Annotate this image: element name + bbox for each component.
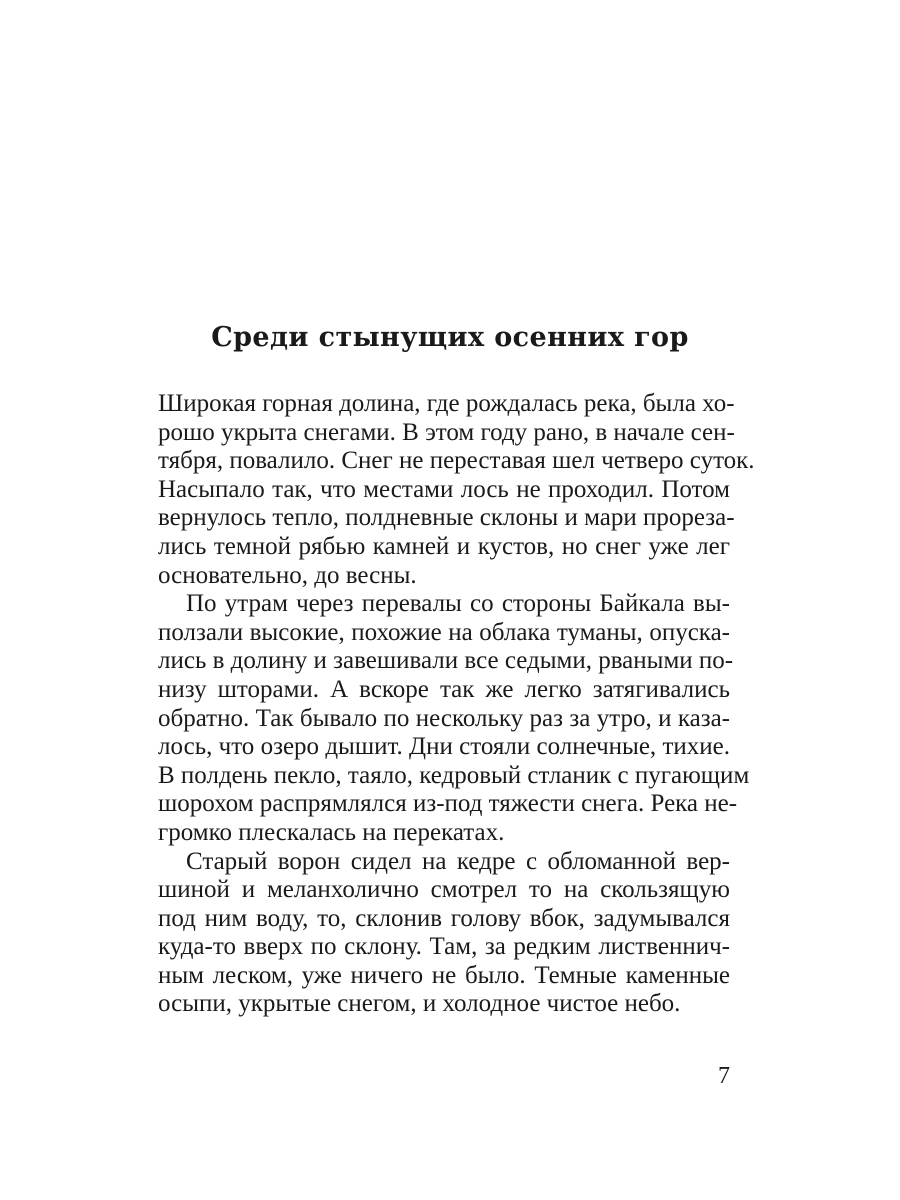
text-line: ползали высокие, похожие на облака туманы, опуска- (158, 618, 730, 646)
text-line: В полдень пекло, таяло, кедровый стланик с пугающим (158, 761, 750, 789)
text-line: Насыпало так, что местами лось не проходил. Потом (158, 475, 730, 503)
body-text (158, 390, 755, 1019)
chapter-title: Среди стынущих осенних гор (211, 322, 689, 353)
text-line: лись в долину и завешивали все седыми, рваными по- (158, 647, 734, 675)
text-line: Старый ворон сидел на кедре с обломанной вер- (186, 847, 730, 875)
paragraph-2 (158, 590, 750, 847)
text-line: осыпи, укрытые снегом, и холодное чистое небо. (158, 990, 681, 1018)
text-line: основательно, до весны. (158, 561, 417, 589)
text-line: громко плескалась на перекатах. (158, 818, 505, 846)
text-line: ным леском, уже ничего не было. Темные каменные (158, 961, 730, 989)
text-line: шиной и меланхолично смотрел то на скользящую (158, 876, 730, 904)
text-line: вернулось тепло, полдневные склоны и мари прореза- (158, 504, 735, 532)
paragraph-1 (158, 390, 755, 590)
text-line: Широкая горная долина, где рождалась река, была хо- (158, 390, 735, 417)
page-number: 7 (718, 1063, 730, 1089)
text-line: шорохом распрямлялся из-под тяжести снега. Река не- (158, 790, 738, 818)
text-line: тября, повалило. Снег не переставая шел четверо суток. (158, 447, 755, 475)
text-line: лось, что озеро дышит. Дни стояли солнечные, тихие. (158, 733, 730, 761)
text-line: обратно. Так бывало по нескольку раз за утро, и каза- (158, 704, 730, 732)
text-line: куда-то вверх по склону. Там, за редким лиственнич- (158, 933, 730, 961)
text-line: низу шторами. А вскоре так же легко затягивались (158, 675, 730, 703)
text-line: лись темной рябью камней и кустов, но снег уже лег (158, 532, 730, 560)
text-line: под ним воду, то, склонив голову вбок, задумывался (158, 904, 730, 932)
text-line: По утрам через перевалы со стороны Байкала вы- (186, 590, 730, 618)
paragraph-3 (158, 848, 730, 1020)
text-line: рошо укрыта снегами. В этом году рано, в начале сен- (158, 418, 735, 446)
